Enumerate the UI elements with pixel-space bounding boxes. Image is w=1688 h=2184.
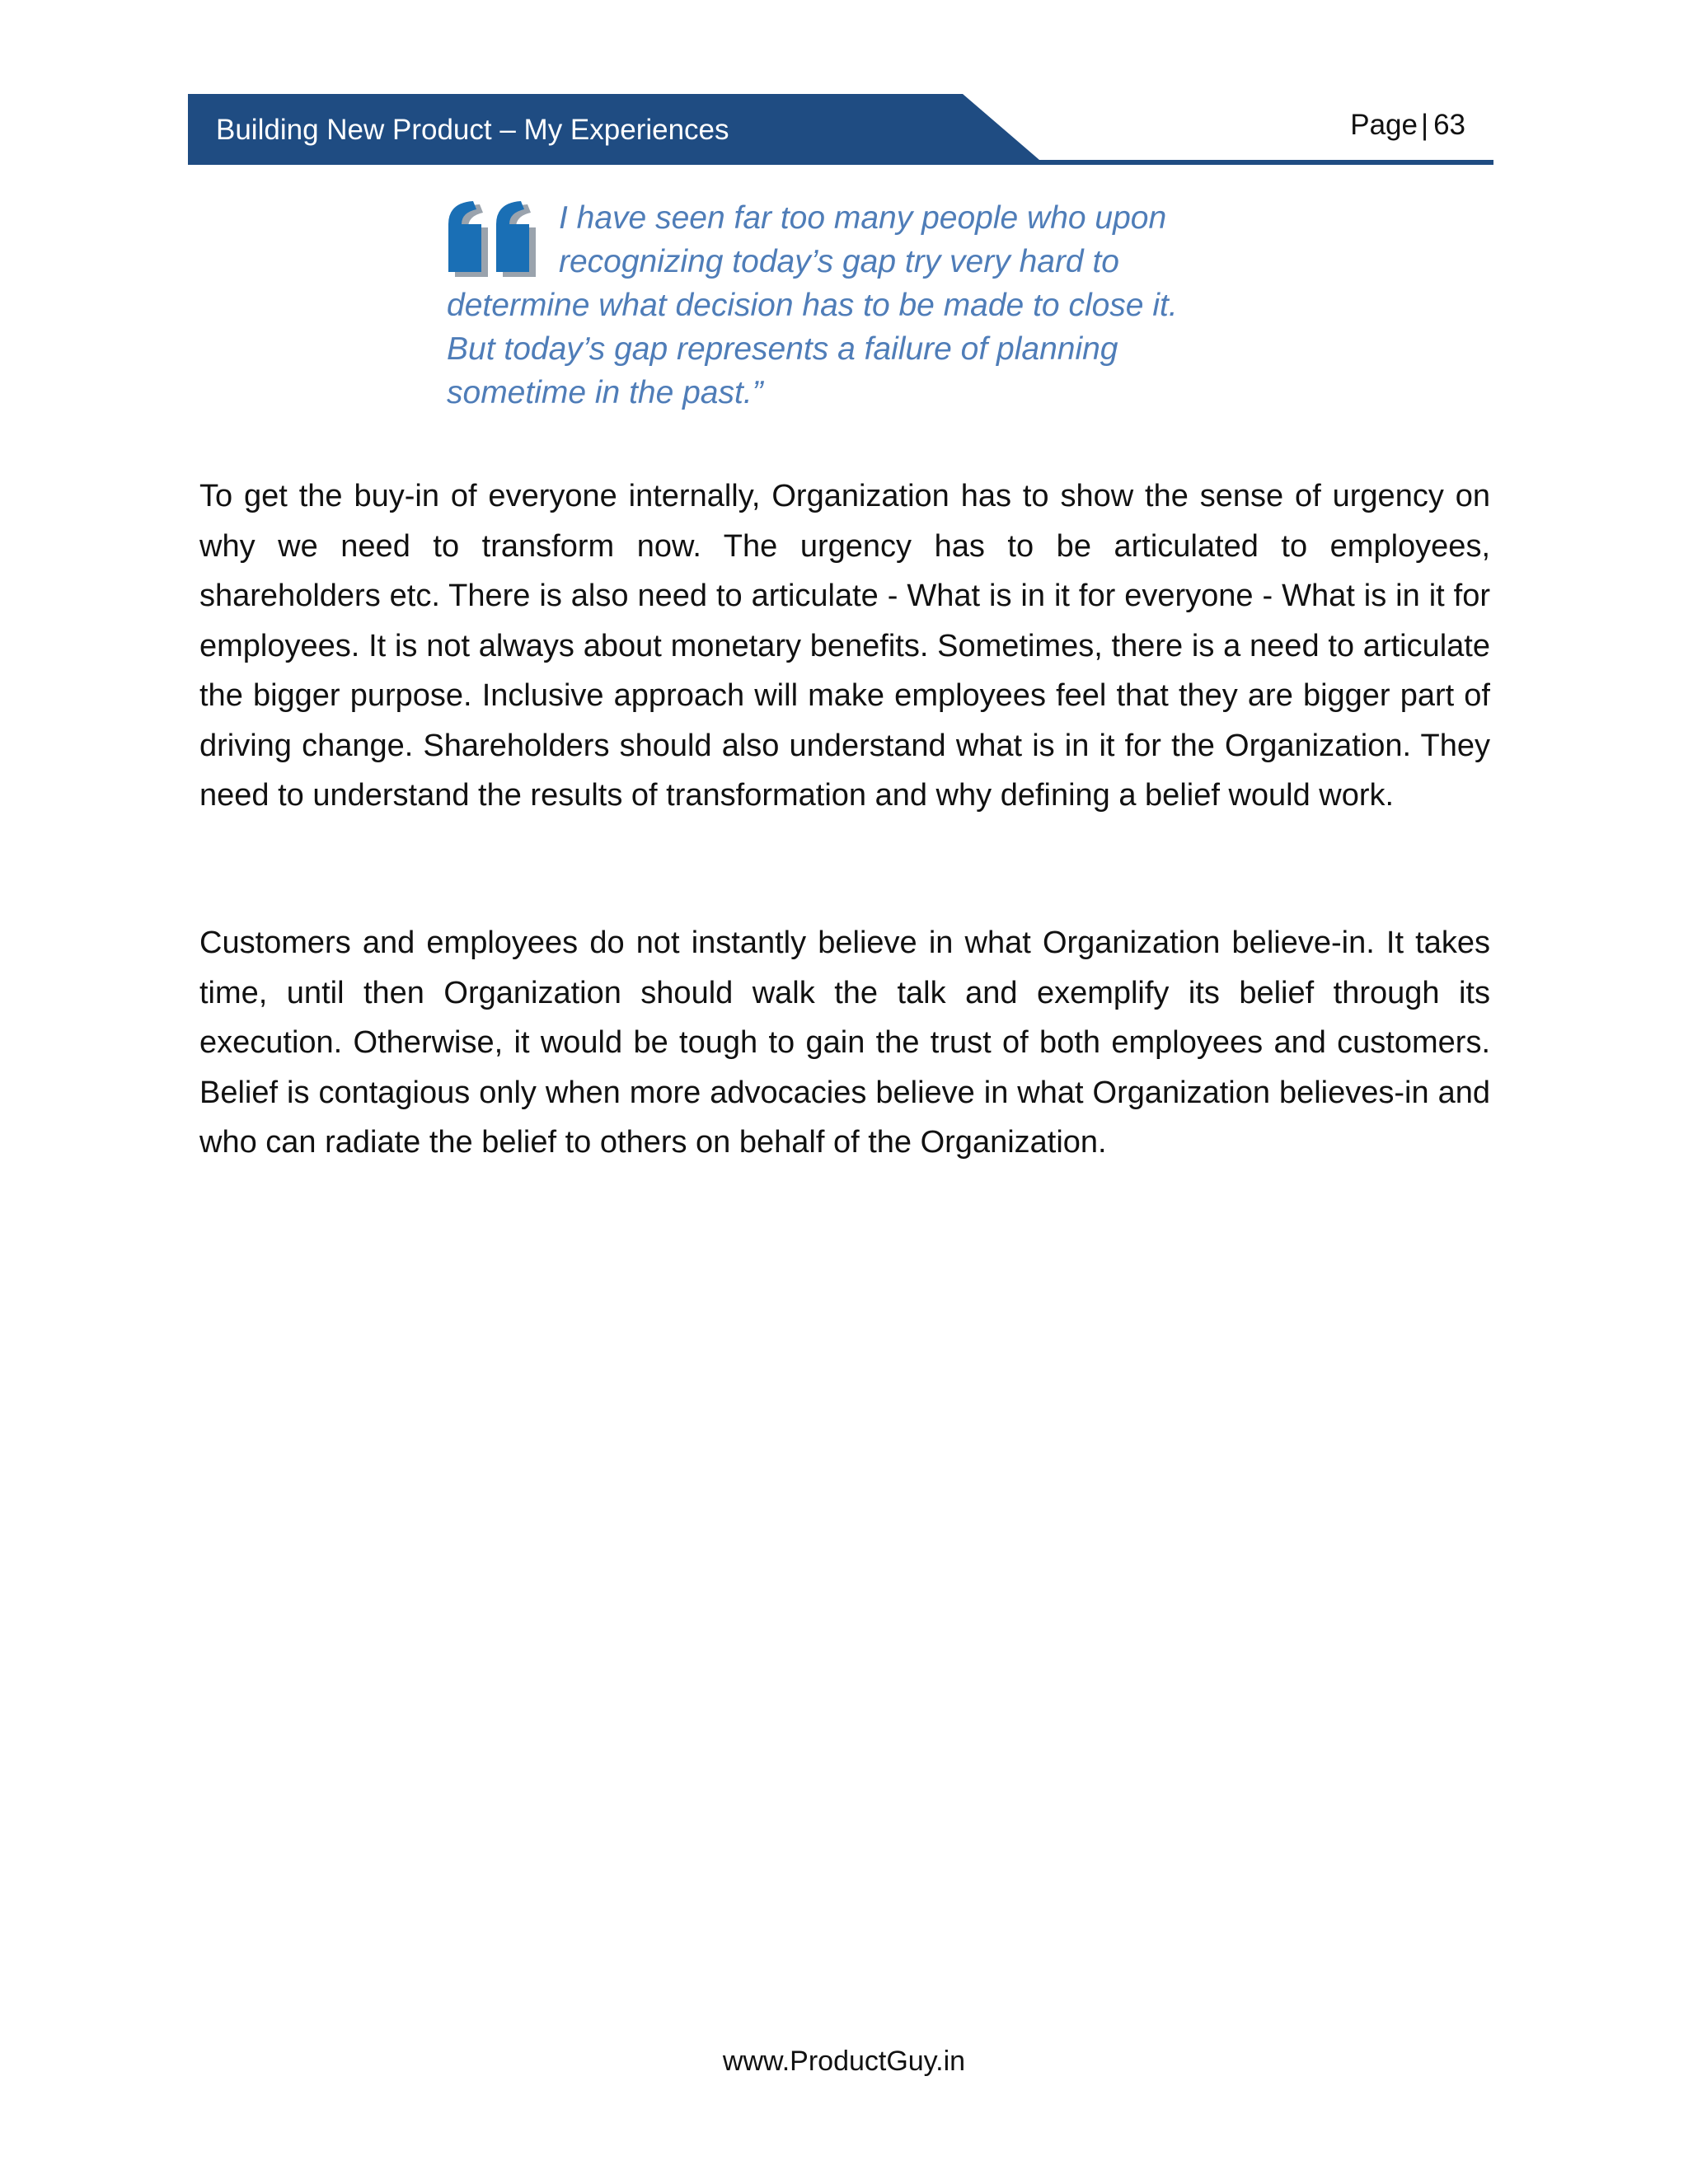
quote-marks-icon xyxy=(447,199,547,279)
page-label: Page xyxy=(1350,109,1418,141)
book-title: Building New Product – My Experiences xyxy=(216,114,729,146)
page-number: 63 xyxy=(1433,109,1465,141)
page-separator: | xyxy=(1420,109,1429,141)
quote-text: I have seen far too many people who upon recognizing today’s gap try very hard to determine what decision has to be made to close it. But today’s gap represents a failure of planning sometime in the past.” xyxy=(447,200,1178,410)
page-header xyxy=(188,94,1493,166)
footer-url: www.ProductGuy.in xyxy=(722,2046,966,2077)
page-indicator xyxy=(1350,109,1465,142)
body-paragraph-2: Customers and employees do not instantly believe in what Organization believe-in. It takes time, until then Organization should walk the talk and exemplify its belief through its execution. Otherwise, it would be tough to gain the trust of both employees and customers. Belief is contagious only when more advocacies believe in what Organization believes-in and who can radiate the belief to others on behalf of the Organization. xyxy=(199,926,1490,1160)
body-paragraph-1: To get the buy-in of everyone internally, Organization has to show the sense of urgency on why we need to transform now. The urgency has to be articulated to employees, shareholders etc. There is also need to articulate - What is in it for everyone - What is in it for employees. It is not always about monetary benefits. Sometimes, there is a need to articulate the bigger purpose. Inclusive approach will make employees feel that they are bigger part of driving change. Shareholders should also understand what is in it for the Organization. They need to understand the results of transformation and why defining a belief would work. xyxy=(199,479,1490,813)
pull-quote xyxy=(447,196,1205,415)
